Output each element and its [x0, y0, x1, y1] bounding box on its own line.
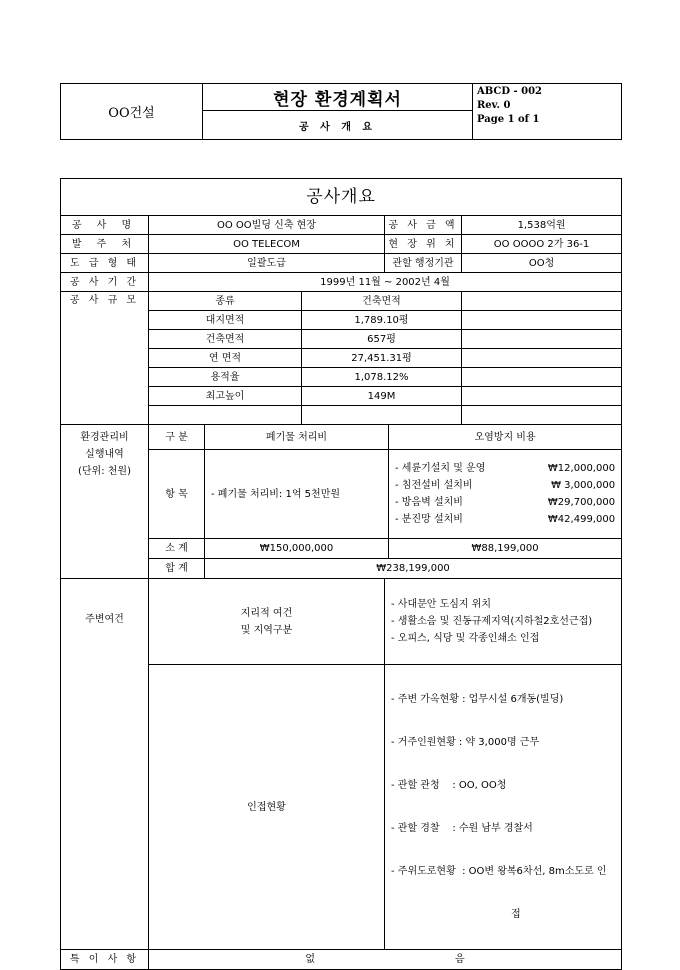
scale-value: 149M — [302, 387, 462, 406]
client-label: 발 주 처 — [61, 235, 149, 254]
special-notes-label: 특 이 사 항 — [61, 950, 149, 970]
subtotal-waste: ₩150,000,000 — [205, 539, 389, 559]
document-subtitle: 공 사 개 요 — [203, 111, 473, 140]
item-label: 항 목 — [149, 450, 205, 539]
scale-item: 용적율 — [149, 368, 302, 387]
scale-blank — [462, 311, 622, 330]
special-notes-part1: 없 — [305, 954, 316, 965]
scale-item: 최고높이 — [149, 387, 302, 406]
scale-blank — [462, 406, 622, 425]
cost-item — [395, 494, 621, 511]
scale-label: 공 사 규 모 — [61, 292, 149, 425]
cost-item — [395, 477, 621, 494]
scale-blank — [462, 368, 622, 387]
special-notes — [149, 950, 622, 970]
total: ₩238,199,000 — [205, 559, 622, 579]
list-item: - 오피스, 식당 및 각종인쇄소 인접 — [391, 633, 540, 644]
cost-item-name: - 세륜기설치 및 운영 — [395, 463, 486, 474]
scale-blank — [462, 387, 622, 406]
geo-label-line2: 및 지역구분 — [240, 624, 293, 636]
project-name-label: 공 사 명 — [61, 216, 149, 235]
list-item: - 관할 경찰 : 수원 남부 경찰서 — [391, 823, 533, 834]
document-number: ABCD - 002 — [477, 86, 543, 97]
cost-item — [395, 511, 621, 528]
scale-blank — [462, 330, 622, 349]
cost-item-value: ₩29,700,000 — [547, 497, 616, 508]
adjacent-items — [385, 665, 622, 950]
company-name: OO건설 — [61, 84, 203, 140]
scale-value: 1,789.10평 — [302, 311, 462, 330]
location: OO OOOO 2가 36-1 — [462, 235, 622, 254]
page-number: Page 1 of 1 — [477, 114, 540, 125]
period: 1999년 11월 ~ 2002년 4월 — [149, 273, 622, 292]
document-title: 현장 환경계획서 — [203, 84, 473, 111]
subtotal-label: 소 계 — [149, 539, 205, 559]
cost-item-value: ₩ 3,000,000 — [551, 480, 616, 491]
scale-value: 1,078.12% — [302, 368, 462, 387]
cost-item-value: ₩42,499,000 — [547, 514, 616, 525]
list-item-continuation: 접 — [511, 909, 521, 920]
scale-head-area: 건축면적 — [302, 292, 462, 311]
env-label-line1: 환경관리비 — [80, 432, 129, 443]
geo-items — [385, 579, 622, 665]
section-title: 공사개요 — [61, 179, 622, 216]
list-item: - 주위도로현황 : OO변 왕복6차선, 8m소도로 인 — [391, 866, 607, 877]
special-notes-part2: 음 — [455, 954, 465, 965]
env-cost-label — [61, 425, 149, 579]
scale-item: 연 면적 — [149, 349, 302, 368]
waste-item: - 폐기물 처리비: 1억 5천만원 — [205, 450, 389, 539]
contract-label: 도 급 형 태 — [61, 254, 149, 273]
scale-blank — [462, 292, 622, 311]
subtotal-pollution: ₩88,199,000 — [389, 539, 622, 559]
revision: Rev. 0 — [477, 100, 511, 111]
surroundings-label: 주변여건 — [61, 579, 149, 950]
scale-value: 657평 — [302, 330, 462, 349]
location-label: 현 장 위 치 — [385, 235, 462, 254]
pollution-head: 오염방지 비용 — [389, 425, 622, 450]
cost-item-name: - 방음벽 설치비 — [395, 497, 463, 508]
contract-type: 일괄도급 — [149, 254, 385, 273]
env-label-line3: (단위: 천원) — [78, 466, 131, 477]
scale-blank — [462, 349, 622, 368]
project-name: OO OO빌딩 신축 현장 — [149, 216, 385, 235]
list-item: - 생활소음 및 진동규제지역(지하철2호선근접) — [391, 616, 593, 627]
list-item: - 주변 가옥현황 : 업무시설 6개동(빌딩) — [391, 694, 564, 705]
list-item: - 관할 관청 : OO, OO청 — [391, 780, 507, 791]
geo-label-line1: 지리적 여건 — [240, 607, 293, 619]
scale-value: 27,451.31평 — [302, 349, 462, 368]
scale-item: 건축면적 — [149, 330, 302, 349]
client: OO TELECOM — [149, 235, 385, 254]
scale-blank — [149, 406, 302, 425]
cost-item-name: - 침전설비 설치비 — [395, 480, 473, 491]
cost-item — [395, 460, 621, 477]
pollution-items — [389, 450, 622, 539]
scale-item: 대지면적 — [149, 311, 302, 330]
list-item: - 사대문안 도심지 위치 — [391, 599, 492, 610]
document-header — [60, 83, 622, 140]
waste-head: 폐기물 처리비 — [205, 425, 389, 450]
list-item: - 거주인원현황 : 약 3,000명 근무 — [391, 737, 540, 748]
amount-label: 공 사 금 액 — [385, 216, 462, 235]
geo-label — [149, 579, 385, 665]
scale-head-type: 종류 — [149, 292, 302, 311]
adjacent-label: 인접현황 — [149, 665, 385, 950]
division-label: 구 분 — [149, 425, 205, 450]
total-label: 합 계 — [149, 559, 205, 579]
document-meta — [473, 84, 622, 140]
overview-table — [60, 178, 622, 970]
period-label: 공 사 기 간 — [61, 273, 149, 292]
authority-label: 관할 행정기관 — [385, 254, 462, 273]
scale-blank — [302, 406, 462, 425]
cost-item-name: - 분진망 설치비 — [395, 514, 463, 525]
amount: 1,538억원 — [462, 216, 622, 235]
cost-item-value: ₩12,000,000 — [547, 463, 616, 474]
authority: OO청 — [462, 254, 622, 273]
env-label-line2: 실행내역 — [85, 449, 124, 460]
